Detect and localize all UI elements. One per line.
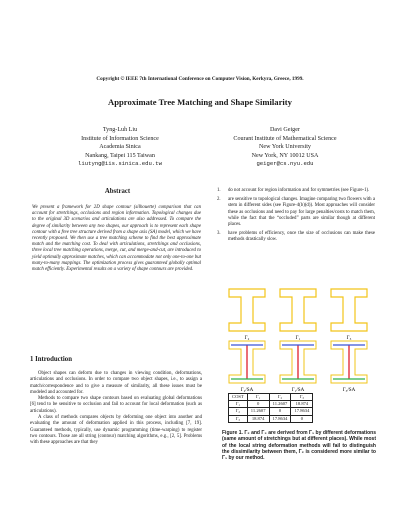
- shape-gamma2-contour: [229, 289, 265, 331]
- table-header-cell: Γ₁: [247, 394, 269, 401]
- figure-label: Γ₃: [346, 336, 352, 341]
- table-header-cell: Γ₂: [269, 394, 291, 401]
- introduction-body: [30, 371, 202, 447]
- cost-table: [228, 393, 313, 423]
- table-row: [229, 408, 313, 415]
- shape-gamma3-contour: [331, 289, 367, 331]
- list-number: 3.: [217, 231, 221, 237]
- list-number: 1.: [217, 188, 221, 193]
- table-row: [229, 401, 313, 408]
- table-cell: 17.8634: [269, 415, 291, 422]
- figure-shapes: [223, 287, 373, 393]
- intro-paragraph: A class of methods compares objects by deforming one object into another and evaluating the amount of deformation applied in this process, including [7, 19]. Guaranteed methods, typically, use dynamic programming (time-warping) to register two contours. Those are all string (contour) matching algorithms, e.g., [2, 5]. Problems with these approaches are that they: [30, 415, 202, 446]
- list-item: [217, 197, 375, 228]
- shape-gamma1-skeleton: [280, 341, 316, 383]
- author-affiliation: Courant Institute of Mathematical Science: [233, 135, 337, 142]
- intro-paragraph: Methods to compare two shape contours based on evaluating global deformations [6] tend to be sensitive to occlusion and fail to account for local deformation (such as articulations).: [30, 396, 202, 414]
- author-affiliation: Institute of Information Science: [81, 135, 159, 142]
- table-cell: 11.2607: [269, 401, 291, 408]
- author-name: Davi Geiger: [270, 127, 300, 133]
- figure-label: Γ₃/SA: [342, 388, 356, 393]
- table-cell: 17.8634: [291, 408, 313, 415]
- list-item: [217, 188, 375, 194]
- copyright-line: Copyright © IEEE 7th International Conference on Computer Vision, Kerkyra, Greece, 1999.: [96, 76, 304, 82]
- list-text: have problems of efficiency, once the size of occlusions can make these methods drastically slow.: [228, 231, 375, 243]
- shape-gamma1-contour: [280, 289, 316, 331]
- table-row: [229, 415, 313, 422]
- table-cell: 0: [269, 408, 291, 415]
- author-address: New York, NY 10012 USA: [251, 152, 319, 159]
- figure-label: Γ₂: [244, 336, 250, 341]
- table-cell: 0: [291, 415, 313, 422]
- table-cell: Γ₁: [229, 401, 248, 408]
- author-block-1: [40, 126, 200, 169]
- table-cell: 0: [247, 401, 269, 408]
- problem-list: [217, 188, 375, 247]
- figure-label: Γ₁: [295, 336, 301, 341]
- abstract-heading: Abstract: [104, 188, 131, 195]
- author-email: geiger@cs.nyu.edu: [256, 160, 314, 168]
- shape-gamma3-skeleton: [331, 341, 367, 383]
- table-row: [229, 394, 313, 401]
- author-email: liutyng@iis.sinica.edu.tw: [78, 160, 162, 168]
- table-cell: Γ₃: [229, 415, 248, 422]
- list-item: [217, 231, 375, 243]
- table-cell: 11.2607: [247, 408, 269, 415]
- intro-paragraph: Object shapes can deform due to changes in viewing condition, deformations, articulations and occlusions. In order to compare two object shapes, i.e., to assign a match/correspondence and to give a measure of similarity, all these issues must be modeled and accounted for.: [30, 371, 202, 395]
- figure-label: Γ₂/SA: [240, 388, 254, 393]
- list-text: are sensitive to topological changes. Imagine comparing two flowers with a stem in different sides (see Figure-4(b)(d)). Most approaches will consider these as occlusions and need to pay for large penalties/costs to match them, while the fact that the “occluded” parts are similar though at different places.: [228, 197, 375, 228]
- table-cell: Γ₂: [229, 408, 248, 415]
- table-header-cell: COST: [229, 394, 248, 401]
- table-cell: 18.874: [291, 401, 313, 408]
- list-text: do not account for region information and for symmetries (see Figure-1).: [228, 188, 370, 193]
- author-org: New York University: [259, 144, 311, 151]
- table-header-cell: Γ₃: [291, 394, 313, 401]
- list-number: 2.: [217, 197, 221, 203]
- table-cell: 18.874: [247, 415, 269, 422]
- author-block-2: [205, 126, 365, 169]
- author-org: Academia Sinica: [99, 144, 141, 151]
- figure-caption: Figure 1. Γ₂ and Γ₃ are derived from Γ₁ by different deformations (same amount of stretchings but at different places). While most of the local string deformation methods will fail to distinguish the dissimilarity between them, Γ₂ is considered more similar to Γ₁ by our method.: [222, 430, 376, 462]
- author-address: Nankang, Taipei 115 Taiwan: [85, 152, 155, 159]
- author-name: Tyng-Luh Liu: [102, 127, 138, 133]
- abstract-text: We present a framework for 2D shape contour (silhouette) comparison that can account for stretchings, occlusions and region information. Topological changes due to the original 3D scenarios and articulations are also addressed. To compare the degree of similarity between any two shapes, our approach is to represent each shape contour with a free tree structure derived from a shape axis (SA) model, which we have recently proposed. We then use a tree matching scheme to find the best approximate match and the matching cost. To deal with articulations, stretchings and occlusions, three local tree matching operations, merge, cut, and merge-and-cut, are introduced to yield optimally approximate matches, which can accommodate not only one-to-one but many-to-many mappings. The optimization process gives guaranteed globally optimal match efficiently. Experimental results on a variety of shape contours are provided.: [32, 205, 201, 273]
- paper-title: Approximate Tree Matching and Shape Similarity: [108, 97, 292, 107]
- figure-label: Γ₁/SA: [291, 388, 305, 393]
- introduction-heading: 1 Introduction: [30, 356, 72, 363]
- shape-gamma2-skeleton: [229, 341, 265, 383]
